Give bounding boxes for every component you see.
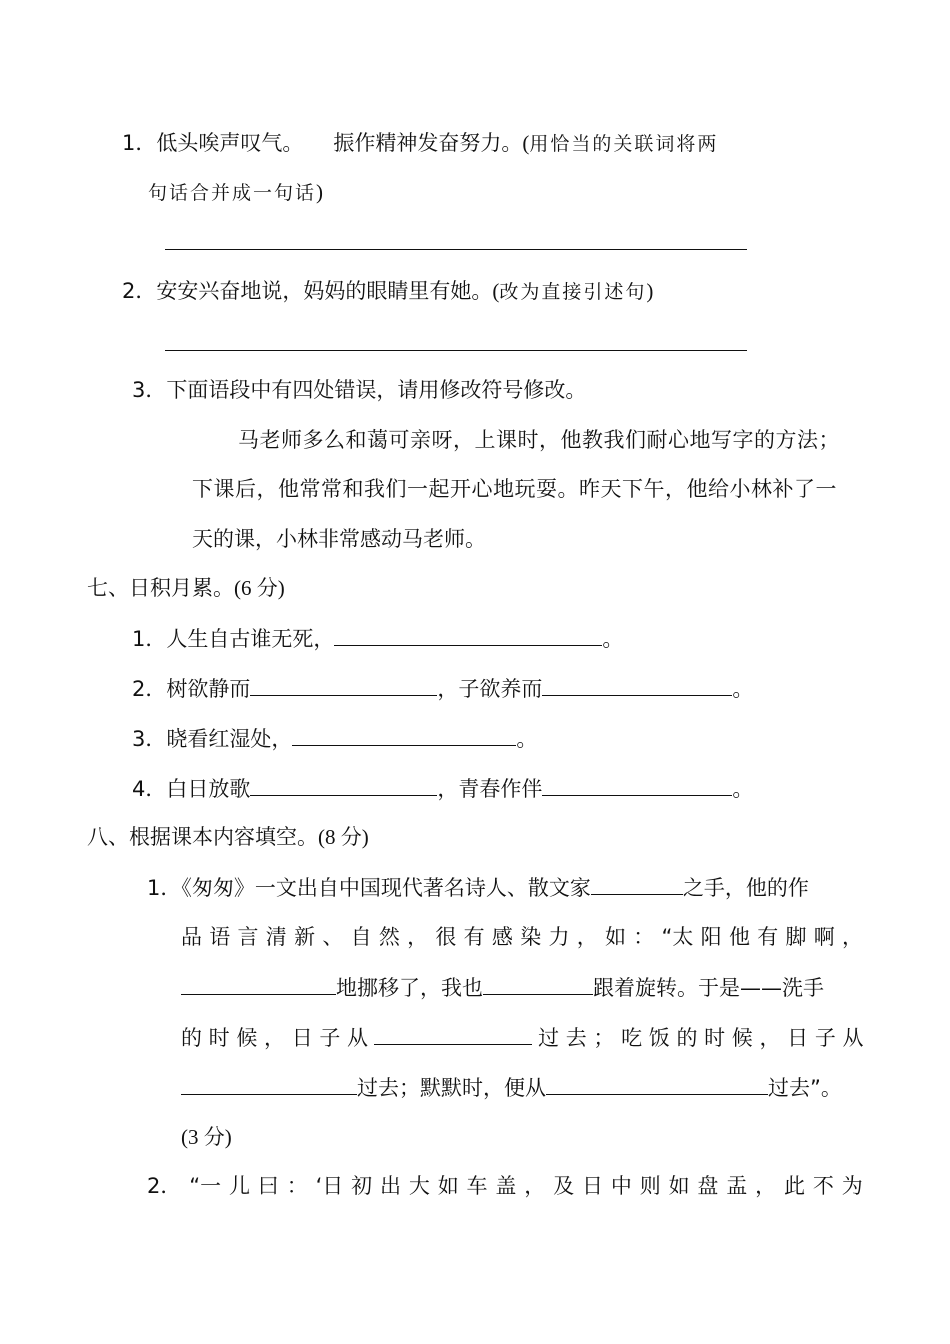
poem-item-4 (132, 773, 753, 804)
char: 染 (520, 925, 542, 949)
question-text-2: 之手，他的作 (682, 876, 809, 900)
question-text: 《匆匆》一文出自中国现代著名诗人、散文家 (181, 876, 591, 900)
q8-1-line-2 (181, 922, 863, 952)
poem-item-1 (132, 623, 623, 654)
char: 盘 (697, 1174, 719, 1198)
poem-item-3 (132, 723, 537, 754)
q6-3-line (132, 375, 586, 405)
char: ， (407, 925, 429, 949)
section-8-heading (87, 822, 369, 852)
char: “一 (189, 1174, 222, 1198)
fill-blank[interactable] (591, 872, 683, 895)
instruction-note-cont: 句话合并成一句话 (148, 182, 317, 204)
q8-1-line-5 (181, 1072, 842, 1103)
char: 如 (668, 1174, 690, 1198)
fill-blank[interactable] (292, 723, 516, 746)
char: 有 (757, 925, 779, 949)
q8-1-line-1 (147, 872, 809, 903)
q8-1-line-4 (181, 1022, 864, 1053)
char: 则 (639, 1174, 661, 1198)
question-text: 低头唉声叹气。 (156, 131, 304, 155)
question-text: 下面语段中有四处错误，请用修改符号修改。 (166, 378, 587, 402)
char: 此 (784, 1174, 805, 1198)
char: 语 (209, 925, 231, 949)
question-text: 地挪移了，我也 (336, 976, 483, 1000)
char: 盂 (726, 1174, 748, 1198)
question-number: 1． (147, 876, 182, 900)
passage-line-3: 天的课，小林非常感动马老师。 (192, 527, 486, 551)
fill-blank[interactable] (374, 1022, 532, 1045)
item-text-2: ，青春作伴 (437, 777, 543, 801)
item-end: 。 (732, 677, 754, 701)
section-score: (6 分) (234, 576, 285, 600)
char: 车 (466, 1174, 488, 1198)
char: 儿 (228, 1174, 250, 1198)
answer-line[interactable] (165, 249, 747, 250)
char: ： (633, 925, 655, 949)
q8-1-line-3 (181, 972, 824, 1003)
note-close: ) (316, 180, 324, 204)
question-number: 1． (122, 131, 157, 155)
item-number: 3． (132, 727, 167, 751)
section-title: 七、日积月累。 (87, 576, 234, 600)
question-text-2: 过去”。 (768, 1076, 842, 1100)
fill-blank[interactable] (250, 773, 437, 796)
char: “太 (661, 925, 694, 949)
char: 然 (378, 925, 400, 949)
section-7-heading (87, 573, 285, 603)
char: 及 (553, 1174, 575, 1198)
note-close: ) (646, 279, 654, 303)
item-text: 白日放歌 (166, 777, 251, 801)
item-text: 树欲静而 (166, 677, 251, 701)
question-number: 3． (132, 378, 167, 402)
note-open: ( (522, 131, 530, 155)
item-end: 。 (516, 727, 538, 751)
char: 不 (812, 1174, 834, 1198)
passage-line-2: 下课后，他常常和我们一起开心地玩耍。昨天下午，他给小林补了一 (192, 477, 837, 501)
char: 如 (604, 925, 626, 949)
char: 感 (491, 925, 513, 949)
char: 他 (728, 925, 750, 949)
char: ， (842, 925, 863, 949)
char: 大 (408, 1174, 430, 1198)
item-number: 4． (132, 777, 167, 801)
char: 中 (610, 1174, 632, 1198)
question-text: 的 时 候 ， 日 子 从 (181, 1026, 369, 1050)
char: 清 (265, 925, 287, 949)
char: ‘日 (315, 1174, 344, 1198)
section-title: 八、根据课本内容填空。 (87, 825, 318, 849)
instruction-note: 用恰当的关联词将两 (529, 133, 719, 155)
char: ， (755, 1174, 777, 1198)
fill-blank[interactable] (334, 623, 602, 646)
char: 阳 (700, 925, 722, 949)
char: 力 (548, 925, 570, 949)
char: ： (286, 1174, 308, 1198)
item-number: 2． (132, 677, 167, 701)
item-number: 1． (132, 627, 167, 651)
char: 出 (379, 1174, 401, 1198)
question-text: 安安兴奋地说，妈妈的眼睛里有她。 (156, 279, 493, 303)
q8-1-score: (3 分) (181, 1125, 232, 1149)
char: 言 (237, 925, 259, 949)
char: ， (524, 1174, 546, 1198)
poem-item-2 (132, 673, 753, 704)
char: 很 (435, 925, 457, 949)
char: 有 (463, 925, 485, 949)
char: 新 (294, 925, 316, 949)
question-number: 2． (122, 279, 157, 303)
question-text: 过去；默默时，便从 (357, 1076, 546, 1100)
fill-blank[interactable] (542, 673, 732, 696)
passage-line-1: 马老师多么和蔼可亲呀，上课时，他教我们耐心地写字的方法； (238, 428, 840, 452)
char: 为 (841, 1174, 863, 1198)
q6-2-line (122, 276, 653, 307)
fill-blank[interactable] (181, 1072, 357, 1095)
char: 啊 (813, 925, 835, 949)
char: 初 (351, 1174, 373, 1198)
instruction-note: 改为直接引述句 (499, 281, 647, 303)
fill-blank[interactable] (250, 673, 437, 696)
item-end: 。 (732, 777, 754, 801)
q8-2-line-1 (147, 1171, 863, 1201)
fill-blank[interactable] (181, 972, 336, 995)
char: ， (576, 925, 598, 949)
q6-1-line-2 (148, 177, 323, 208)
char: 品 (181, 925, 202, 949)
fill-blank[interactable] (483, 972, 593, 995)
item-text: 人生自古谁无死， (166, 627, 335, 651)
question-text-2: 跟着旋转。于是——洗手 (593, 976, 824, 1000)
char: 曰 (257, 1174, 279, 1198)
char: 日 (581, 1174, 603, 1198)
item-text-2: ，子欲养而 (437, 677, 543, 701)
fill-blank[interactable] (542, 773, 732, 796)
char: 、 (322, 925, 344, 949)
fill-blank[interactable] (546, 1072, 768, 1095)
question-text-2: 过 去 ； 吃 饭 的 时 候 ， 日 子 从 (538, 1026, 864, 1050)
answer-line[interactable] (165, 350, 747, 351)
section-score: (8 分) (318, 825, 369, 849)
char: 盖 (495, 1174, 517, 1198)
char: 脚 (785, 925, 807, 949)
note-open: ( (492, 279, 500, 303)
char: 如 (437, 1174, 459, 1198)
char: 自 (350, 925, 372, 949)
q6-1-line (122, 128, 718, 159)
item-end: 。 (602, 627, 624, 651)
question-number: 2． (147, 1174, 182, 1198)
question-text-2: 振作精神发奋努力。 (333, 131, 523, 155)
item-text: 晓看红湿处， (166, 727, 293, 751)
